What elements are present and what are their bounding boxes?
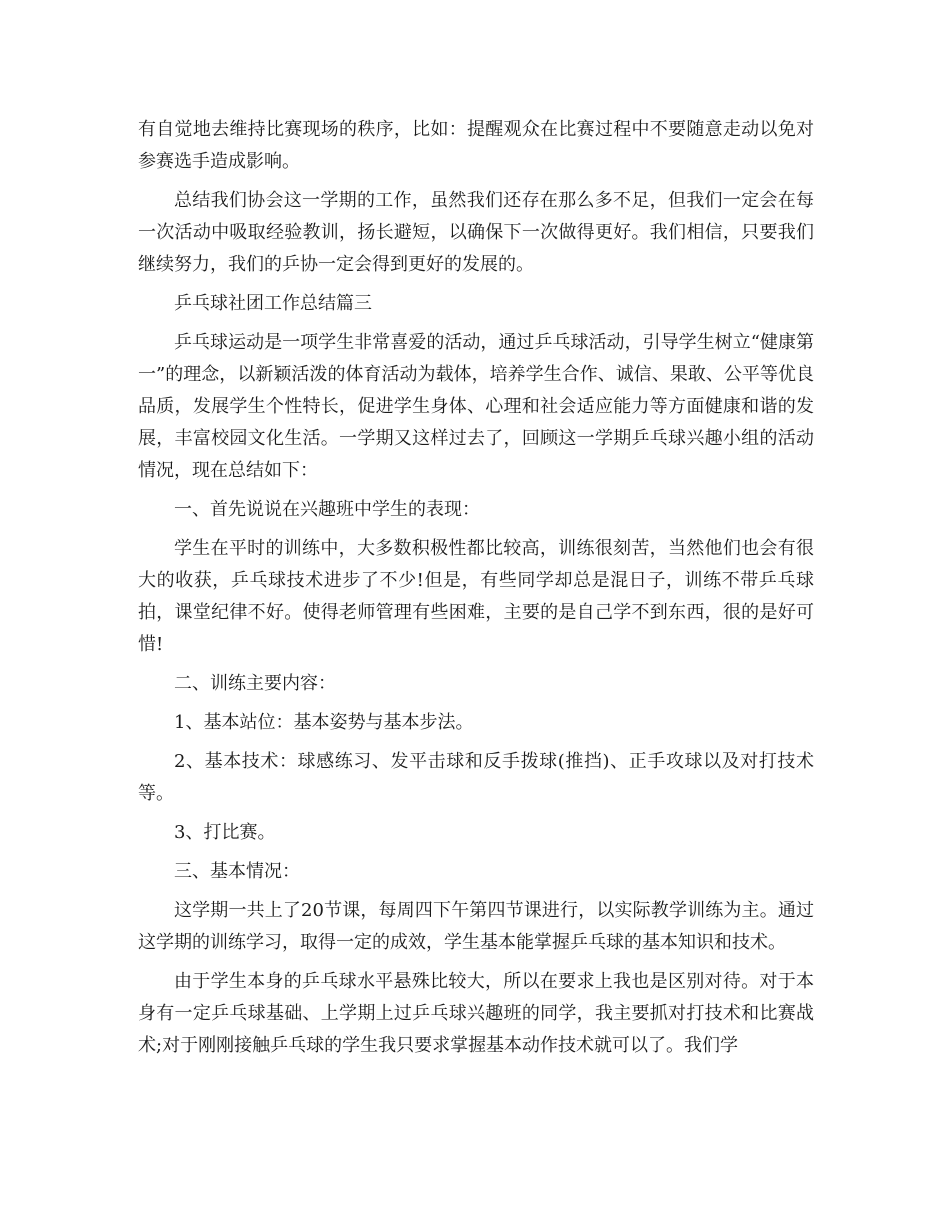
paragraph-summary: 总结我们协会这一学期的工作，虽然我们还存在那么多不足，但我们一定会在每一次活动中吸取经验教训，扬长避短，以确保下一次做得更好。我们相信，只要我们继续努力，我们的乒协一定会得到更好的发展的。: [138, 190, 814, 275]
list-item-training-3: 3、打比赛。: [174, 822, 276, 843]
heading-student-performance: 一、首先说说在兴趣班中学生的表现：: [174, 499, 480, 520]
paragraph-student-performance: 学生在平时的训练中，大多数积极性都比较高，训练很刻苦，当然他们也会有很大的收获，乒乓球技术进步了不少!但是，有些同学却总是混日子，训练不带乒乓球拍，课堂纪律不好。使得老师管理有些困难，主要的是自己学不到东西，很的是好可惜!: [138, 538, 814, 655]
paragraph-continuation: 有自觉地去维持比赛现场的秩序，比如：提醒观众在比赛过程中不要随意走动以免对参赛选手造成影响。: [138, 119, 814, 172]
list-item-training-1: 1、基本站位：基本姿势与基本步法。: [174, 712, 474, 733]
paragraph-basic-situation: 这学期一共上了20节课，每周四下午第四节课进行，以实际教学训练为主。通过这学期的训练学习，取得一定的成效，学生基本能掌握乒乓球的基本知识和技术。: [138, 900, 814, 953]
paragraph-differentiated-teaching: 由于学生本身的乒乓球水平悬殊比较大，所以在要求上我也是区别对待。对于本身有一定乒乓球基础、上学期上过乒乓球兴趣班的同学，我主要抓对打技术和比赛战术;对于刚刚接触乒乓球的学生我只要求掌握基本动作技术就可以了。我们学: [138, 971, 814, 1056]
heading-basic-situation: 三、基本情况：: [174, 861, 300, 882]
list-item-training-2: 2、基本技术：球感练习、发平击球和反手拨球(推挡)、正手攻球以及对打技术等。: [138, 751, 814, 804]
paragraph-intro: 乒乓球运动是一项学生非常喜爱的活动，通过乒乓球活动，引导学生树立“健康第一”的理念，以新颖活泼的体育活动为载体，培养学生合作、诚信、果敢、公平等优良品质，发展学生个性特长，促进学生身体、心理和社会适应能力等方面健康和谐的发展，丰富校园文化生活。一学期又这样过去了，回顾这一学期乒乓球兴趣小组的活动情况，现在总结如下：: [138, 332, 814, 481]
section-title: 乒乓球社团工作总结篇三: [174, 293, 372, 314]
document-body: [138, 114, 814, 1069]
heading-training-content: 二、训练主要内容：: [174, 673, 336, 694]
